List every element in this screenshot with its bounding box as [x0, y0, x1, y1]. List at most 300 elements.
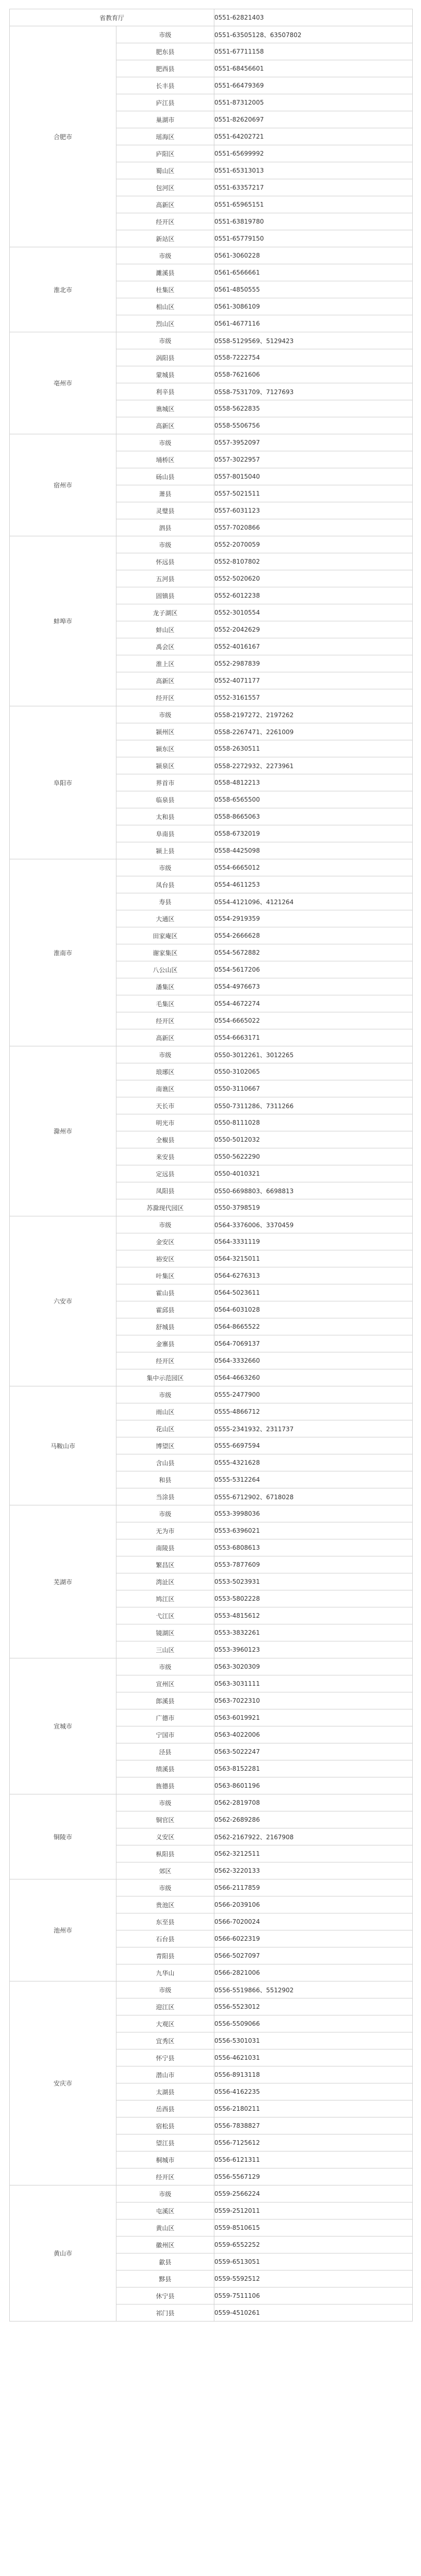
table-row [10, 2185, 413, 2202]
phone-number: 0555-2477900 [214, 1386, 413, 1403]
table-row [10, 706, 413, 723]
phone-number: 0563-4022006 [214, 1726, 413, 1743]
phone-number: 0564-7069137 [214, 1335, 413, 1352]
phone-number: 0559-6552252 [214, 2236, 413, 2253]
district-name: 高新区 [116, 1029, 214, 1046]
phone-number: 0564-6276313 [214, 1267, 413, 1284]
district-name: 和县 [116, 1471, 214, 1488]
district-name: 怀远县 [116, 553, 214, 570]
district-name: 龙子湖区 [116, 604, 214, 621]
city-name: 亳州市 [10, 332, 116, 434]
phone-number: 0556-7838827 [214, 2117, 413, 2134]
province-name: 省教育厅 [10, 9, 214, 26]
phone-number: 0556-5523012 [214, 1998, 413, 2015]
district-name: 定远县 [116, 1165, 214, 1182]
phone-number: 0552-4016167 [214, 638, 413, 655]
district-name: 全椒县 [116, 1131, 214, 1148]
district-name: 苏滁现代园区 [116, 1199, 214, 1216]
phone-number: 0552-3010554 [214, 604, 413, 621]
table-row [10, 1879, 413, 1896]
district-name: 颍州区 [116, 723, 214, 740]
district-name: 广德市 [116, 1709, 214, 1726]
phone-number: 0566-6022319 [214, 1930, 413, 1947]
district-name: 濉溪县 [116, 264, 214, 281]
district-name: 岳西县 [116, 2100, 214, 2117]
city-name: 安庆市 [10, 1981, 116, 2185]
phone-number: 0552-2070059 [214, 536, 413, 553]
district-name: 灵璧县 [116, 502, 214, 519]
phone-number: 0563-8152281 [214, 1760, 413, 1777]
phone-number: 0562-3212511 [214, 1845, 413, 1862]
district-name: 经开区 [116, 213, 214, 230]
table-row [10, 536, 413, 553]
district-name: 市级 [116, 1386, 214, 1403]
phone-number: 0566-7020024 [214, 1913, 413, 1930]
district-name: 新站区 [116, 230, 214, 247]
district-name: 宿松县 [116, 2117, 214, 2134]
phone-number: 0556-5519866、5512902 [214, 1981, 413, 1998]
phone-number: 0561-4677116 [214, 315, 413, 332]
district-name: 谢家集区 [116, 944, 214, 961]
table-row [10, 434, 413, 451]
district-name: 临泉县 [116, 791, 214, 808]
district-name: 休宁县 [116, 2287, 214, 2304]
district-name: 颍东区 [116, 740, 214, 757]
district-name: 市级 [116, 1046, 214, 1063]
district-name: 宜秀区 [116, 2032, 214, 2049]
phone-number: 0552-8107802 [214, 553, 413, 570]
district-name: 巢湖市 [116, 111, 214, 128]
phone-number: 0558-2197272、2197262 [214, 706, 413, 723]
district-name: 东至县 [116, 1913, 214, 1930]
phone-number: 0558-4812213 [214, 774, 413, 791]
phone-number: 0559-5592512 [214, 2270, 413, 2287]
phone-number: 0563-3031111 [214, 1675, 413, 1692]
phone-number: 0563-3020309 [214, 1658, 413, 1675]
phone-number: 0564-4663260 [214, 1369, 413, 1386]
phone-number: 0551-63357217 [214, 179, 413, 196]
phone-number: 0562-2689286 [214, 1811, 413, 1828]
table-row [10, 1658, 413, 1675]
district-name: 市级 [116, 536, 214, 553]
table-row [10, 1216, 413, 1233]
province-row [10, 9, 413, 26]
phone-number: 0551-65779150 [214, 230, 413, 247]
district-name: 埇桥区 [116, 451, 214, 468]
phone-number: 0564-6031028 [214, 1301, 413, 1318]
contact-directory-table [9, 9, 413, 2321]
phone-number: 0552-6012238 [214, 587, 413, 604]
district-name: 蜀山区 [116, 162, 214, 179]
district-name: 泗县 [116, 519, 214, 536]
phone-number: 0552-3161557 [214, 689, 413, 706]
district-name: 黟县 [116, 2270, 214, 2287]
district-name: 青阳县 [116, 1947, 214, 1964]
district-name: 经开区 [116, 1012, 214, 1029]
phone-number: 0551-82620697 [214, 111, 413, 128]
phone-number: 0551-67711158 [214, 43, 413, 60]
phone-number: 0564-3215011 [214, 1250, 413, 1267]
district-name: 禹会区 [116, 638, 214, 655]
district-name: 蚌山区 [116, 621, 214, 638]
district-name: 九华山 [116, 1964, 214, 1981]
phone-number: 0561-4850555 [214, 281, 413, 298]
district-name: 大通区 [116, 910, 214, 927]
phone-number: 0552-5020620 [214, 570, 413, 587]
phone-number: 0559-6513051 [214, 2253, 413, 2270]
phone-number: 0554-6663171 [214, 1029, 413, 1046]
phone-number: 0552-2987839 [214, 655, 413, 672]
phone-number: 0564-3332660 [214, 1352, 413, 1369]
directory-body [10, 9, 413, 2321]
city-name: 合肥市 [10, 26, 116, 247]
district-name: 颍上县 [116, 842, 214, 859]
district-name: 博望区 [116, 1437, 214, 1454]
phone-number: 0563-6019921 [214, 1709, 413, 1726]
phone-number: 0551-63819780 [214, 213, 413, 230]
phone-number: 0553-3832261 [214, 1624, 413, 1641]
district-name: 叶集区 [116, 1267, 214, 1284]
table-row [10, 1046, 413, 1063]
phone-number: 0550-3012261、3012265 [214, 1046, 413, 1063]
district-name: 市级 [116, 1981, 214, 1998]
city-name: 宿州市 [10, 434, 116, 536]
phone-number: 0556-6121311 [214, 2151, 413, 2168]
phone-number: 0556-5301031 [214, 2032, 413, 2049]
phone-number: 0551-68456601 [214, 60, 413, 77]
phone-number: 0556-8913118 [214, 2066, 413, 2083]
district-name: 石台县 [116, 1930, 214, 1947]
district-name: 徽州区 [116, 2236, 214, 2253]
phone-number: 0557-3952097 [214, 434, 413, 451]
district-name: 肥西县 [116, 60, 214, 77]
district-name: 贵池区 [116, 1896, 214, 1913]
phone-number: 0558-7531709、7127693 [214, 383, 413, 400]
district-name: 砀山县 [116, 468, 214, 485]
phone-number: 0550-6698803、6698813 [214, 1182, 413, 1199]
district-name: 市级 [116, 706, 214, 723]
city-name: 宣城市 [10, 1658, 116, 1794]
phone-number: 0564-3376006、3370459 [214, 1216, 413, 1233]
district-name: 庐阳区 [116, 145, 214, 162]
phone-number: 0551-87312005 [214, 94, 413, 111]
phone-number: 0555-6712902、6718028 [214, 1488, 413, 1505]
city-name: 蚌埠市 [10, 536, 116, 706]
phone-number: 0558-6565500 [214, 791, 413, 808]
phone-number: 0558-5622835 [214, 400, 413, 417]
district-name: 繁昌区 [116, 1556, 214, 1573]
phone-number: 0564-3331119 [214, 1233, 413, 1250]
district-name: 长丰县 [116, 77, 214, 94]
city-name: 芜湖市 [10, 1505, 116, 1658]
phone-number: 0564-5023611 [214, 1284, 413, 1301]
district-name: 郊区 [116, 1862, 214, 1879]
district-name: 宣州区 [116, 1675, 214, 1692]
table-row [10, 247, 413, 264]
district-name: 南谯区 [116, 1080, 214, 1097]
district-name: 绩溪县 [116, 1760, 214, 1777]
phone-number: 0563-7022310 [214, 1692, 413, 1709]
phone-number: 0562-2167922、2167908 [214, 1828, 413, 1845]
phone-number: 0551-65699992 [214, 145, 413, 162]
district-name: 歙县 [116, 2253, 214, 2270]
district-name: 铜官区 [116, 1811, 214, 1828]
phone-number: 0554-6665012 [214, 859, 413, 876]
phone-number: 0558-5506756 [214, 417, 413, 434]
phone-number: 0550-3102065 [214, 1063, 413, 1080]
district-name: 雨山区 [116, 1403, 214, 1420]
phone-number: 0555-4321628 [214, 1454, 413, 1471]
district-name: 金安区 [116, 1233, 214, 1250]
district-name: 烈山区 [116, 315, 214, 332]
phone-number: 0550-4010321 [214, 1165, 413, 1182]
district-name: 裕安区 [116, 1250, 214, 1267]
phone-number: 0553-5802228 [214, 1590, 413, 1607]
district-name: 三山区 [116, 1641, 214, 1658]
table-row [10, 859, 413, 876]
district-name: 含山县 [116, 1454, 214, 1471]
phone-number: 0558-5129569、5129423 [214, 332, 413, 349]
district-name: 祁门县 [116, 2304, 214, 2321]
phone-number: 0554-4672274 [214, 995, 413, 1012]
phone-number: 0558-7621606 [214, 366, 413, 383]
district-name: 市级 [116, 332, 214, 349]
phone-number: 0559-2566224 [214, 2185, 413, 2202]
phone-number: 0551-63505128、63507802 [214, 26, 413, 43]
district-name: 镜湖区 [116, 1624, 214, 1641]
phone-number: 0559-4510261 [214, 2304, 413, 2321]
phone-number: 0557-6031123 [214, 502, 413, 519]
district-name: 琅琊区 [116, 1063, 214, 1080]
phone-number: 0566-2821006 [214, 1964, 413, 1981]
phone-number: 0550-3798519 [214, 1199, 413, 1216]
district-name: 枞阳县 [116, 1845, 214, 1862]
phone-number: 0557-7020866 [214, 519, 413, 536]
district-name: 市级 [116, 1216, 214, 1233]
district-name: 涡阳县 [116, 349, 214, 366]
phone-number: 0551-66479369 [214, 77, 413, 94]
district-name: 界首市 [116, 774, 214, 791]
phone-number: 0558-4425098 [214, 842, 413, 859]
phone-number: 0563-5022247 [214, 1743, 413, 1760]
phone-number: 0554-6665022 [214, 1012, 413, 1029]
phone-number: 0553-4815612 [214, 1607, 413, 1624]
phone-number: 0553-3998036 [214, 1505, 413, 1522]
table-row [10, 1794, 413, 1811]
phone-number: 0550-5012032 [214, 1131, 413, 1148]
phone-number: 0564-8665522 [214, 1318, 413, 1335]
table-row [10, 1981, 413, 1998]
phone-number: 0551-65965151 [214, 196, 413, 213]
city-name: 池州市 [10, 1879, 116, 1981]
district-name: 高新区 [116, 196, 214, 213]
phone-number: 0554-5617206 [214, 961, 413, 978]
phone-number: 0561-6566661 [214, 264, 413, 281]
district-name: 霍山县 [116, 1284, 214, 1301]
phone-number: 0557-3022957 [214, 451, 413, 468]
district-name: 无为市 [116, 1522, 214, 1539]
phone-number: 0553-6808613 [214, 1539, 413, 1556]
district-name: 八公山区 [116, 961, 214, 978]
district-name: 桐城市 [116, 2151, 214, 2168]
phone-number: 0558-8665063 [214, 808, 413, 825]
district-name: 花山区 [116, 1420, 214, 1437]
city-name: 黄山市 [10, 2185, 116, 2321]
phone-number: 0554-4611253 [214, 876, 413, 893]
phone-number: 0556-2180211 [214, 2100, 413, 2117]
district-name: 萧县 [116, 485, 214, 502]
city-name: 阜阳市 [10, 706, 116, 859]
city-name: 淮北市 [10, 247, 116, 332]
phone-number: 0556-4162235 [214, 2083, 413, 2100]
district-name: 瑶海区 [116, 128, 214, 145]
district-name: 迎江区 [116, 1998, 214, 2015]
phone-number: 0551-65313013 [214, 162, 413, 179]
district-name: 淮上区 [116, 655, 214, 672]
district-name: 市级 [116, 1879, 214, 1896]
phone-number: 0558-2630511 [214, 740, 413, 757]
district-name: 黄山区 [116, 2219, 214, 2236]
phone-number: 0561-3060228 [214, 247, 413, 264]
district-name: 颍泉区 [116, 757, 214, 774]
phone-number: 0558-2272932、2273961 [214, 757, 413, 774]
phone-number: 0554-2919359 [214, 910, 413, 927]
district-name: 怀宁县 [116, 2049, 214, 2066]
phone-number: 0559-7511106 [214, 2287, 413, 2304]
district-name: 市级 [116, 859, 214, 876]
district-name: 谯城区 [116, 400, 214, 417]
city-name: 马鞍山市 [10, 1386, 116, 1505]
district-name: 毛集区 [116, 995, 214, 1012]
district-name: 凤台县 [116, 876, 214, 893]
district-name: 肥东县 [116, 43, 214, 60]
phone-number: 0562-2819708 [214, 1794, 413, 1811]
city-name: 滁州市 [10, 1046, 116, 1216]
district-name: 望江县 [116, 2134, 214, 2151]
province-phone: 0551-62821403 [214, 9, 413, 26]
district-name: 当涂县 [116, 1488, 214, 1505]
district-name: 湾沚区 [116, 1573, 214, 1590]
district-name: 市级 [116, 2185, 214, 2202]
phone-number: 0556-5509066 [214, 2015, 413, 2032]
phone-number: 0555-5312264 [214, 1471, 413, 1488]
district-name: 屯溪区 [116, 2202, 214, 2219]
phone-number: 0556-5567129 [214, 2168, 413, 2185]
district-name: 明光市 [116, 1114, 214, 1131]
phone-number: 0550-5622290 [214, 1148, 413, 1165]
phone-number: 0563-8601196 [214, 1777, 413, 1794]
district-name: 太湖县 [116, 2083, 214, 2100]
table-row [10, 26, 413, 43]
district-name: 经开区 [116, 2168, 214, 2185]
district-name: 郎溪县 [116, 1692, 214, 1709]
phone-number: 0558-6732019 [214, 825, 413, 842]
district-name: 弋江区 [116, 1607, 214, 1624]
city-name: 六安市 [10, 1216, 116, 1386]
district-name: 杜集区 [116, 281, 214, 298]
district-name: 相山区 [116, 298, 214, 315]
district-name: 潘集区 [116, 978, 214, 995]
phone-number: 0554-5672882 [214, 944, 413, 961]
phone-number: 0551-64202721 [214, 128, 413, 145]
phone-number: 0566-2039106 [214, 1896, 413, 1913]
phone-number: 0553-5023931 [214, 1573, 413, 1590]
district-name: 旌德县 [116, 1777, 214, 1794]
district-name: 集中示范园区 [116, 1369, 214, 1386]
district-name: 固镇县 [116, 587, 214, 604]
table-row [10, 332, 413, 349]
phone-number: 0554-2666628 [214, 927, 413, 944]
district-name: 市级 [116, 1658, 214, 1675]
district-name: 包河区 [116, 179, 214, 196]
district-name: 高新区 [116, 672, 214, 689]
phone-number: 0559-8510615 [214, 2219, 413, 2236]
city-name: 铜陵市 [10, 1794, 116, 1879]
district-name: 利辛县 [116, 383, 214, 400]
table-row [10, 1505, 413, 1522]
district-name: 市级 [116, 1505, 214, 1522]
table-row [10, 1386, 413, 1403]
phone-number: 0550-7311286、7311266 [214, 1097, 413, 1114]
phone-number: 0552-4071177 [214, 672, 413, 689]
phone-number: 0554-4121096、4121264 [214, 893, 413, 910]
district-name: 庐江县 [116, 94, 214, 111]
phone-number: 0555-4866712 [214, 1403, 413, 1420]
district-name: 市级 [116, 434, 214, 451]
district-name: 舒城县 [116, 1318, 214, 1335]
district-name: 经开区 [116, 1352, 214, 1369]
district-name: 五河县 [116, 570, 214, 587]
district-name: 经开区 [116, 689, 214, 706]
phone-number: 0558-2267471、2261009 [214, 723, 413, 740]
district-name: 泾县 [116, 1743, 214, 1760]
phone-number: 0562-3220133 [214, 1862, 413, 1879]
district-name: 市级 [116, 247, 214, 264]
phone-number: 0556-7125612 [214, 2134, 413, 2151]
district-name: 市级 [116, 1794, 214, 1811]
district-name: 高新区 [116, 417, 214, 434]
phone-number: 0566-2117859 [214, 1879, 413, 1896]
phone-number: 0557-5021511 [214, 485, 413, 502]
phone-number: 0553-3960123 [214, 1641, 413, 1658]
phone-number: 0555-2341932、2311737 [214, 1420, 413, 1437]
district-name: 鸠江区 [116, 1590, 214, 1607]
district-name: 阜南县 [116, 825, 214, 842]
district-name: 寿县 [116, 893, 214, 910]
district-name: 霍邱县 [116, 1301, 214, 1318]
phone-number: 0557-8015040 [214, 468, 413, 485]
district-name: 潜山市 [116, 2066, 214, 2083]
phone-number: 0566-5027097 [214, 1947, 413, 1964]
district-name: 金寨县 [116, 1335, 214, 1352]
phone-number: 0558-7222754 [214, 349, 413, 366]
district-name: 蒙城县 [116, 366, 214, 383]
district-name: 义安区 [116, 1828, 214, 1845]
district-name: 宁国市 [116, 1726, 214, 1743]
phone-number: 0559-2512011 [214, 2202, 413, 2219]
phone-number: 0553-7877609 [214, 1556, 413, 1573]
phone-number: 0552-2042629 [214, 621, 413, 638]
district-name: 田家庵区 [116, 927, 214, 944]
phone-number: 0561-3086109 [214, 298, 413, 315]
phone-number: 0550-8111028 [214, 1114, 413, 1131]
phone-number: 0550-3110667 [214, 1080, 413, 1097]
phone-number: 0553-6396021 [214, 1522, 413, 1539]
district-name: 市级 [116, 26, 214, 43]
phone-number: 0555-6697594 [214, 1437, 413, 1454]
district-name: 天长市 [116, 1097, 214, 1114]
phone-number: 0554-4976673 [214, 978, 413, 995]
